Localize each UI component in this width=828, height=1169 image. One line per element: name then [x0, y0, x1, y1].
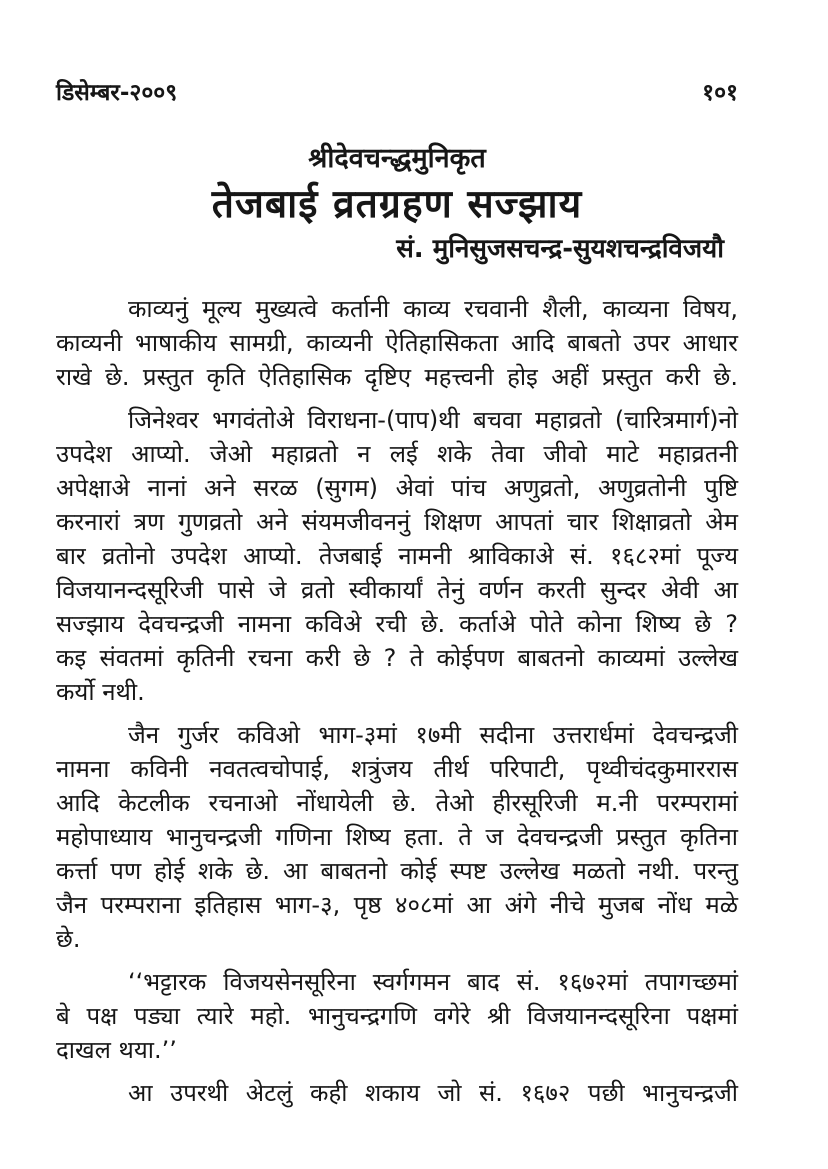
text-line: करनारां त्रण गुणव्रतो अने संयमजीवननुं शिक्षण आपतां चार शिक्षाव्रतो अेम [56, 508, 738, 536]
paragraph [56, 292, 738, 394]
text-line: जैन परम्पराना इतिहास भाग-३, पृष्ठ ४०८मां आ अंगे नीचे मुजब नोंध मळे [56, 891, 738, 919]
page-number: १०१ [702, 80, 738, 106]
text-line: जैन गुर्जर कविओ भाग-३मां १७मी सदीना उत्तरार्धमां देवचन्द्रजी [128, 721, 738, 749]
text-line: काव्यनी भाषाकीय सामग्री, काव्यनी ऐतिहासिकता आदि बाबतो उपर आधार [56, 329, 738, 357]
text-line: कर्त्ता पण होई शके छे. आ बाबतनो कोई स्पष्ट उल्लेख मळतो नथी. परन्तु [56, 857, 738, 885]
composer-line: श्रीदेवचन्द्धमुनिकृत [308, 143, 486, 174]
text-line: कर्यो नथी. [56, 678, 145, 706]
text-line: आ उपरथी अेटलुं कही शकाय जो सं. १६७२ पछी भानुचन्द्रजी [128, 1079, 738, 1107]
paragraph [56, 1076, 738, 1110]
paragraph [56, 403, 738, 709]
text-line: राखे छे. प्रस्तुत कृति ऐतिहासिक दृष्टिए महत्त्वनी होइ अहीं प्रस्तुत करी छे. [56, 363, 738, 391]
text-line: विजयानन्दसूरिजी पासे जे व्रतो स्वीकार्यां तेनुं वर्णन करती सुन्दर अेवी आ [56, 576, 738, 604]
text-line: दाखल थया.’’ [56, 1036, 177, 1064]
text-line: नामना कविनी नवतत्वचोपाई, शत्रुंजय तीर्थ परिपाटी, पृथ्वीचंदकुमाररास [56, 755, 738, 783]
text-line: छे. [56, 925, 81, 953]
text-line: बे पक्ष पड्या त्यारे महो. भानुचन्द्रगणि वगेरे श्री विजयानन्दसूरिना पक्षमां [56, 1002, 738, 1030]
text-line: बार व्रतोनो उपदेश आप्यो. तेजबाई नामनी श्राविकाअे सं. १६८२मां पूज्य [56, 542, 738, 570]
text-line: आदि केटलीक रचनाओ नोंधायेली छे. तेओ हीरसूरिजी म.नी परम्परामां [56, 789, 738, 817]
text-line: काव्यनुं मूल्य मुख्यत्वे कर्तानी काव्य रचवानी शैली, काव्यना विषय, [128, 295, 738, 323]
article-title: तेजबाई व्रतग्रहण सज्झाय [211, 182, 583, 227]
text-line: अपेक्षाअे नानां अने सरळ (सुगम) अेवां पांच अणुव्रतो, अणुव्रतोनी पुष्टि [56, 474, 738, 502]
text-line: महोपाध्याय भानुचन्द्रजी गणिना शिष्य हता. ते ज देवचन्द्रजी प्रस्तुत कृतिना [56, 823, 738, 851]
text-column [56, 80, 738, 1110]
editors-line: सं. मुनिसुजसचन्द्र-सुयशचन्द्रविजयौ [396, 234, 724, 264]
page-header [56, 80, 738, 106]
text-line: ‘‘भट्टारक विजयसेनसूरिना स्वर्गगमन बाद सं. १६७२मां तपागच्छमां [128, 968, 738, 996]
text-line: कइ संवतमां कृतिनी रचना करी छे ? ते कोईपण बाबतनो काव्यमां उल्लेख [56, 644, 738, 672]
issue-date: डिसेम्बर-२००९ [56, 80, 178, 106]
article-body [56, 292, 738, 1110]
text-line: जिनेश्वर भगवंतोअे विराधना-(पाप)थी बचवा महाव्रतो (चारित्रमार्ग)नो [128, 406, 738, 434]
paragraph [56, 718, 738, 956]
quote-paragraph [56, 965, 738, 1067]
text-line: सज्झाय देवचन्द्रजी नामना कविअे रची छे. कर्ताअे पोते कोना शिष्य छे ? [56, 610, 738, 638]
text-line: उपदेश आप्यो. जेओ महाव्रतो न लई शके तेवा जीवो माटे महाव्रतनी [56, 440, 738, 468]
